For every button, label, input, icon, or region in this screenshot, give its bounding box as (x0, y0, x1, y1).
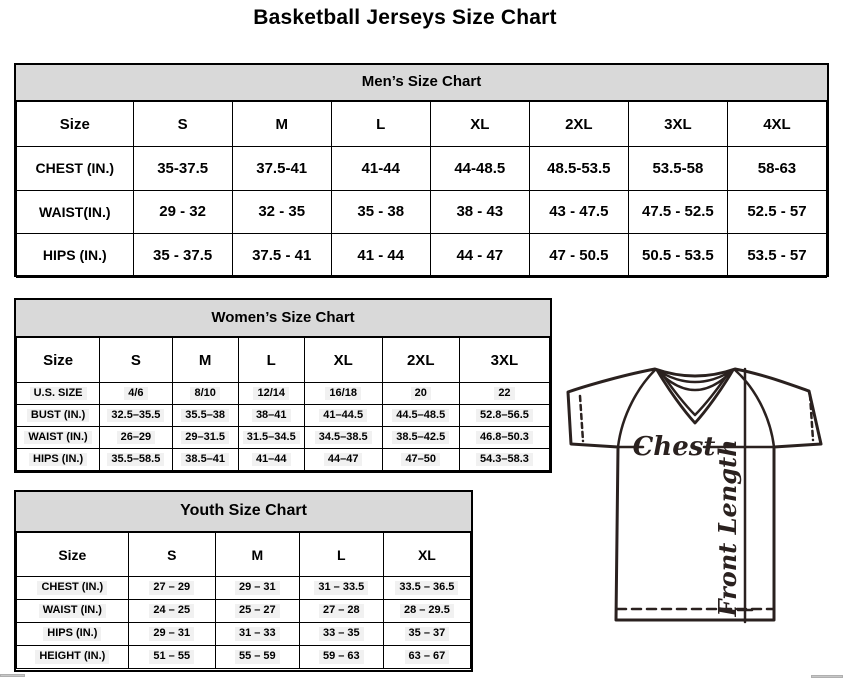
cell-text: 35-37.5 (157, 159, 209, 177)
size-col-header: S (133, 102, 232, 147)
cell-text: CHEST (IN.) (35, 160, 115, 177)
measure-value-cell (304, 383, 382, 405)
measure-value-cell (382, 449, 459, 471)
cell-text: 53.5 - 57 (747, 246, 807, 264)
cell-text: WAIST (IN.) (24, 431, 91, 445)
size-col-header: L (331, 102, 430, 147)
measure-row (17, 577, 471, 600)
measure-value-cell (299, 623, 383, 646)
measure-value-cell (382, 383, 459, 405)
measure-value-cell (238, 427, 304, 449)
measure-value-cell (100, 383, 172, 405)
cell-text: 33 – 35 (319, 627, 364, 641)
page-title: Basketball Jerseys Size Chart (253, 6, 557, 29)
cell-text: 29 - 32 (159, 203, 206, 221)
cell-text: CHEST (IN.) (37, 581, 107, 595)
size-label-cell: Size (17, 338, 100, 383)
measure-value-cell (727, 234, 826, 278)
cell-text: 28 – 29.5 (400, 604, 454, 618)
womens-size-table (16, 337, 550, 471)
measure-value-cell (430, 190, 529, 234)
measure-row (17, 405, 550, 427)
h-scrollbar-fragment-left[interactable] (0, 674, 25, 677)
cell-text: 41 - 44 (357, 246, 405, 264)
measure-value-cell (299, 577, 383, 600)
cell-text: 35 – 37 (405, 627, 450, 641)
sleeve-seam-right (735, 370, 774, 447)
cell-text: 38–41 (252, 409, 291, 423)
measure-row (17, 646, 471, 669)
measure-value-cell (238, 383, 304, 405)
mens-size-table (16, 101, 827, 278)
measure-value-cell (172, 427, 238, 449)
measure-label-cell (17, 405, 100, 427)
cell-text: 54.3–58.3 (476, 453, 533, 467)
measure-value-cell (299, 600, 383, 623)
cell-text: 37.5-41 (256, 159, 308, 177)
size-col-header: XL (304, 338, 382, 383)
size-col-header: L (299, 533, 383, 577)
cell-text: 34.5–38.5 (315, 431, 372, 445)
cell-text: 35 - 38 (357, 203, 405, 221)
measure-row (17, 449, 550, 471)
measure-value-cell (430, 147, 529, 191)
measure-value-cell (727, 190, 826, 234)
measure-value-cell (100, 449, 172, 471)
cell-text: 37.5 - 41 (252, 246, 312, 264)
cell-text: 27 – 28 (319, 604, 364, 618)
size-col-header: 2XL (382, 338, 459, 383)
cell-text: HIPS (IN.) (29, 453, 87, 467)
measure-value-cell (382, 427, 459, 449)
size-col-header: 4XL (727, 102, 826, 147)
measure-value-cell (459, 405, 549, 427)
jersey-outline (568, 369, 821, 620)
measure-value-cell (133, 234, 232, 278)
cell-text: 41–44 (252, 453, 291, 467)
front-length-label: Front Length (713, 439, 742, 617)
measure-label-cell (17, 623, 129, 646)
womens-size-chart (14, 298, 552, 473)
cell-text: HEIGHT (IN.) (35, 650, 109, 664)
measure-row (17, 623, 471, 646)
cell-text: 47–50 (401, 453, 440, 467)
cell-text: 51 – 55 (149, 650, 194, 664)
cell-text: 50.5 - 53.5 (642, 246, 714, 264)
measure-value-cell (215, 577, 299, 600)
size-col-header: S (100, 338, 172, 383)
measure-value-cell (215, 623, 299, 646)
size-col-header: XL (430, 102, 529, 147)
measure-row (17, 383, 550, 405)
cell-text: 44–47 (324, 453, 363, 467)
size-col-header: M (172, 338, 238, 383)
measure-value-cell (727, 147, 826, 191)
cell-text: 33.5 – 36.5 (395, 581, 458, 595)
measure-row (17, 600, 471, 623)
cell-text: 31.5–34.5 (243, 431, 300, 445)
cell-text: 41–44.5 (319, 409, 367, 423)
youth-size-table (16, 532, 471, 669)
size-col-header: 3XL (459, 338, 549, 383)
measure-value-cell (331, 234, 430, 278)
measure-value-cell (304, 427, 382, 449)
measure-value-cell (299, 646, 383, 669)
measure-value-cell (238, 449, 304, 471)
measure-value-cell (215, 646, 299, 669)
measure-value-cell (383, 577, 470, 600)
size-col-header: 3XL (628, 102, 727, 147)
cell-text: 26–29 (117, 431, 156, 445)
measure-value-cell (215, 600, 299, 623)
cell-text: 35 - 37.5 (153, 246, 213, 264)
cell-text: 20 (411, 387, 431, 401)
measure-value-cell (382, 405, 459, 427)
measure-label-cell (17, 190, 134, 234)
size-col-header: XL (383, 533, 470, 577)
measure-value-cell (133, 147, 232, 191)
size-col-header: L (238, 338, 304, 383)
measure-value-cell (430, 234, 529, 278)
measure-label-cell (17, 600, 129, 623)
measure-value-cell (232, 234, 331, 278)
cell-text: HIPS (IN.) (43, 627, 101, 641)
measure-row (17, 147, 827, 191)
measure-value-cell (383, 623, 470, 646)
cell-text: 53.5-58 (652, 159, 704, 177)
cell-text: 59 – 63 (319, 650, 364, 664)
cell-text: 32 - 35 (258, 203, 306, 221)
cell-text: 47 - 50.5 (549, 246, 609, 264)
measure-row (17, 190, 827, 234)
cell-text: BUST (IN.) (27, 409, 89, 423)
size-header-row (17, 533, 471, 577)
measure-value-cell (529, 234, 628, 278)
cell-text: 63 – 67 (405, 650, 450, 664)
cell-text: WAIST(IN.) (39, 203, 111, 220)
measure-value-cell (529, 147, 628, 191)
size-label-cell: Size (17, 533, 129, 577)
measure-value-cell (232, 190, 331, 234)
measure-label-cell (17, 383, 100, 405)
youth-size-chart (14, 490, 473, 672)
measure-value-cell (628, 190, 727, 234)
measure-value-cell (238, 405, 304, 427)
measure-value-cell (331, 147, 430, 191)
measure-row (17, 234, 827, 278)
chest-label: Chest (632, 432, 716, 462)
cell-text: 29 – 31 (149, 627, 194, 641)
measure-value-cell (128, 623, 215, 646)
measure-value-cell (304, 405, 382, 427)
measure-value-cell (172, 449, 238, 471)
measure-value-cell (100, 405, 172, 427)
measure-label-cell (17, 646, 129, 669)
cell-text: 25 – 27 (235, 604, 280, 618)
size-col-header: 2XL (529, 102, 628, 147)
cell-text: 38.5–41 (181, 453, 229, 467)
cell-text: 32.5–35.5 (107, 409, 164, 423)
measure-value-cell (128, 577, 215, 600)
cell-text: 48.5-53.5 (547, 159, 611, 177)
cell-text: 43 - 47.5 (549, 203, 609, 221)
measure-value-cell (459, 383, 549, 405)
cell-text: 22 (494, 387, 514, 401)
cell-text: 52.8–56.5 (476, 409, 533, 423)
size-header-row (17, 338, 550, 383)
size-col-header: S (128, 533, 215, 577)
cell-text: 38 - 43 (456, 203, 504, 221)
h-scrollbar-fragment-right[interactable] (811, 675, 843, 678)
cell-text: 4/6 (124, 387, 147, 401)
measure-value-cell (128, 600, 215, 623)
cell-text: 29–31.5 (181, 431, 229, 445)
measure-value-cell (172, 405, 238, 427)
cell-text: 12/14 (253, 387, 289, 401)
cell-text: 46.8–50.3 (476, 431, 533, 445)
measure-value-cell (628, 234, 727, 278)
cell-text: HIPS (IN.) (42, 247, 107, 264)
measure-value-cell (304, 449, 382, 471)
jersey-measurement-diagram (556, 358, 838, 636)
cell-text: 58-63 (757, 159, 797, 177)
cell-text: 24 – 25 (149, 604, 194, 618)
measure-value-cell (133, 190, 232, 234)
measure-label-cell (17, 147, 134, 191)
cell-text: 27 – 29 (149, 581, 194, 595)
cell-text: 55 – 59 (235, 650, 280, 664)
size-col-header: M (232, 102, 331, 147)
cell-text: 44-48.5 (454, 159, 506, 177)
cell-text: 44.5–48.5 (392, 409, 449, 423)
measure-value-cell (172, 383, 238, 405)
cell-text: U.S. SIZE (30, 387, 87, 401)
cell-text: 29 – 31 (235, 581, 280, 595)
measure-row (17, 427, 550, 449)
cell-text: 16/18 (325, 387, 361, 401)
measure-value-cell (100, 427, 172, 449)
womens-chart-title: Women’s Size Chart (16, 300, 550, 337)
cell-text: 47.5 - 52.5 (642, 203, 714, 221)
measure-value-cell (383, 646, 470, 669)
measure-value-cell (128, 646, 215, 669)
measure-label-cell (17, 234, 134, 278)
measure-value-cell (459, 427, 549, 449)
youth-chart-title: Youth Size Chart (16, 492, 471, 532)
measure-value-cell (232, 147, 331, 191)
cell-text: 38.5–42.5 (392, 431, 449, 445)
sleeve-stitch-left (580, 396, 583, 441)
cell-text: 52.5 - 57 (747, 203, 807, 221)
size-header-row (17, 102, 827, 147)
cell-text: 35.5–58.5 (107, 453, 164, 467)
cell-text: 8/10 (190, 387, 219, 401)
measure-label-cell (17, 449, 100, 471)
measure-value-cell (459, 449, 549, 471)
cell-text: 35.5–38 (181, 409, 229, 423)
measure-label-cell (17, 577, 129, 600)
mens-size-chart (14, 63, 829, 277)
measure-value-cell (383, 600, 470, 623)
cell-text: 31 – 33 (235, 627, 280, 641)
size-col-header: M (215, 533, 299, 577)
cell-text: 41-44 (361, 159, 400, 177)
cell-text: 44 - 47 (456, 246, 504, 264)
cell-text: WAIST (IN.) (39, 604, 106, 618)
measure-value-cell (529, 190, 628, 234)
cell-text: 31 – 33.5 (314, 581, 368, 595)
measure-label-cell (17, 427, 100, 449)
size-label-cell: Size (17, 102, 134, 147)
measure-value-cell (628, 147, 727, 191)
measure-value-cell (331, 190, 430, 234)
mens-chart-title: Men’s Size Chart (16, 65, 827, 101)
